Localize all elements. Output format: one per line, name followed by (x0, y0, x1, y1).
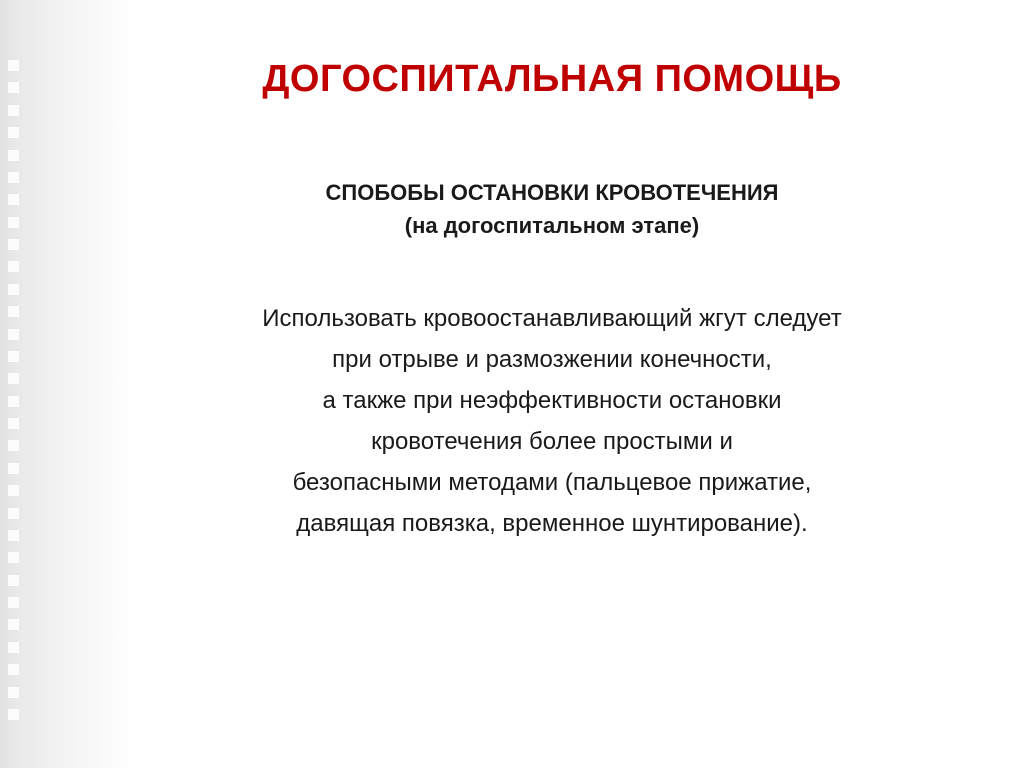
film-hole (8, 194, 19, 205)
film-hole (8, 575, 19, 586)
film-hole (8, 105, 19, 116)
body-line: а также при неэффективности остановки (322, 387, 782, 414)
film-strip-decoration (0, 0, 130, 768)
film-hole (8, 463, 19, 474)
slide-subtitle (130, 176, 974, 242)
film-hole (8, 485, 19, 496)
film-hole (8, 396, 19, 407)
film-hole (8, 351, 19, 362)
body-line: кровотечения более простыми и (371, 428, 733, 455)
film-hole (8, 329, 19, 340)
film-hole (8, 530, 19, 541)
film-hole (8, 150, 19, 161)
film-hole (8, 127, 19, 138)
film-hole (8, 597, 19, 608)
film-hole (8, 306, 19, 317)
film-hole (8, 217, 19, 228)
film-hole (8, 687, 19, 698)
film-hole (8, 82, 19, 93)
film-hole (8, 552, 19, 563)
film-hole (8, 642, 19, 653)
body-line: безопасными методами (пальцевое прижатие, (292, 469, 812, 496)
body-line: при отрыве и размозжении конечности, (332, 346, 772, 373)
film-hole (8, 60, 19, 71)
slide-body-text (130, 298, 974, 544)
film-hole (8, 508, 19, 519)
film-hole (8, 373, 19, 384)
body-line: давящая повязка, временное шунтирование). (296, 510, 808, 537)
subtitle-line: (на догоспитальном этапе) (404, 213, 700, 238)
film-hole (8, 418, 19, 429)
film-hole (8, 172, 19, 183)
film-hole (8, 261, 19, 272)
film-hole (8, 284, 19, 295)
film-strip-holes (8, 60, 20, 720)
film-hole (8, 440, 19, 451)
body-line: Использовать кровоостанавливающий жгут следует (262, 305, 842, 332)
subtitle-line: СПОБОБЫ ОСТАНОВКИ КРОВОТЕЧЕНИЯ (325, 180, 779, 205)
film-hole (8, 709, 19, 720)
slide-title: ДОГОСПИТАЛЬНАЯ ПОМОЩЬ (262, 58, 842, 100)
film-hole (8, 239, 19, 250)
film-hole (8, 664, 19, 675)
film-hole (8, 619, 19, 630)
